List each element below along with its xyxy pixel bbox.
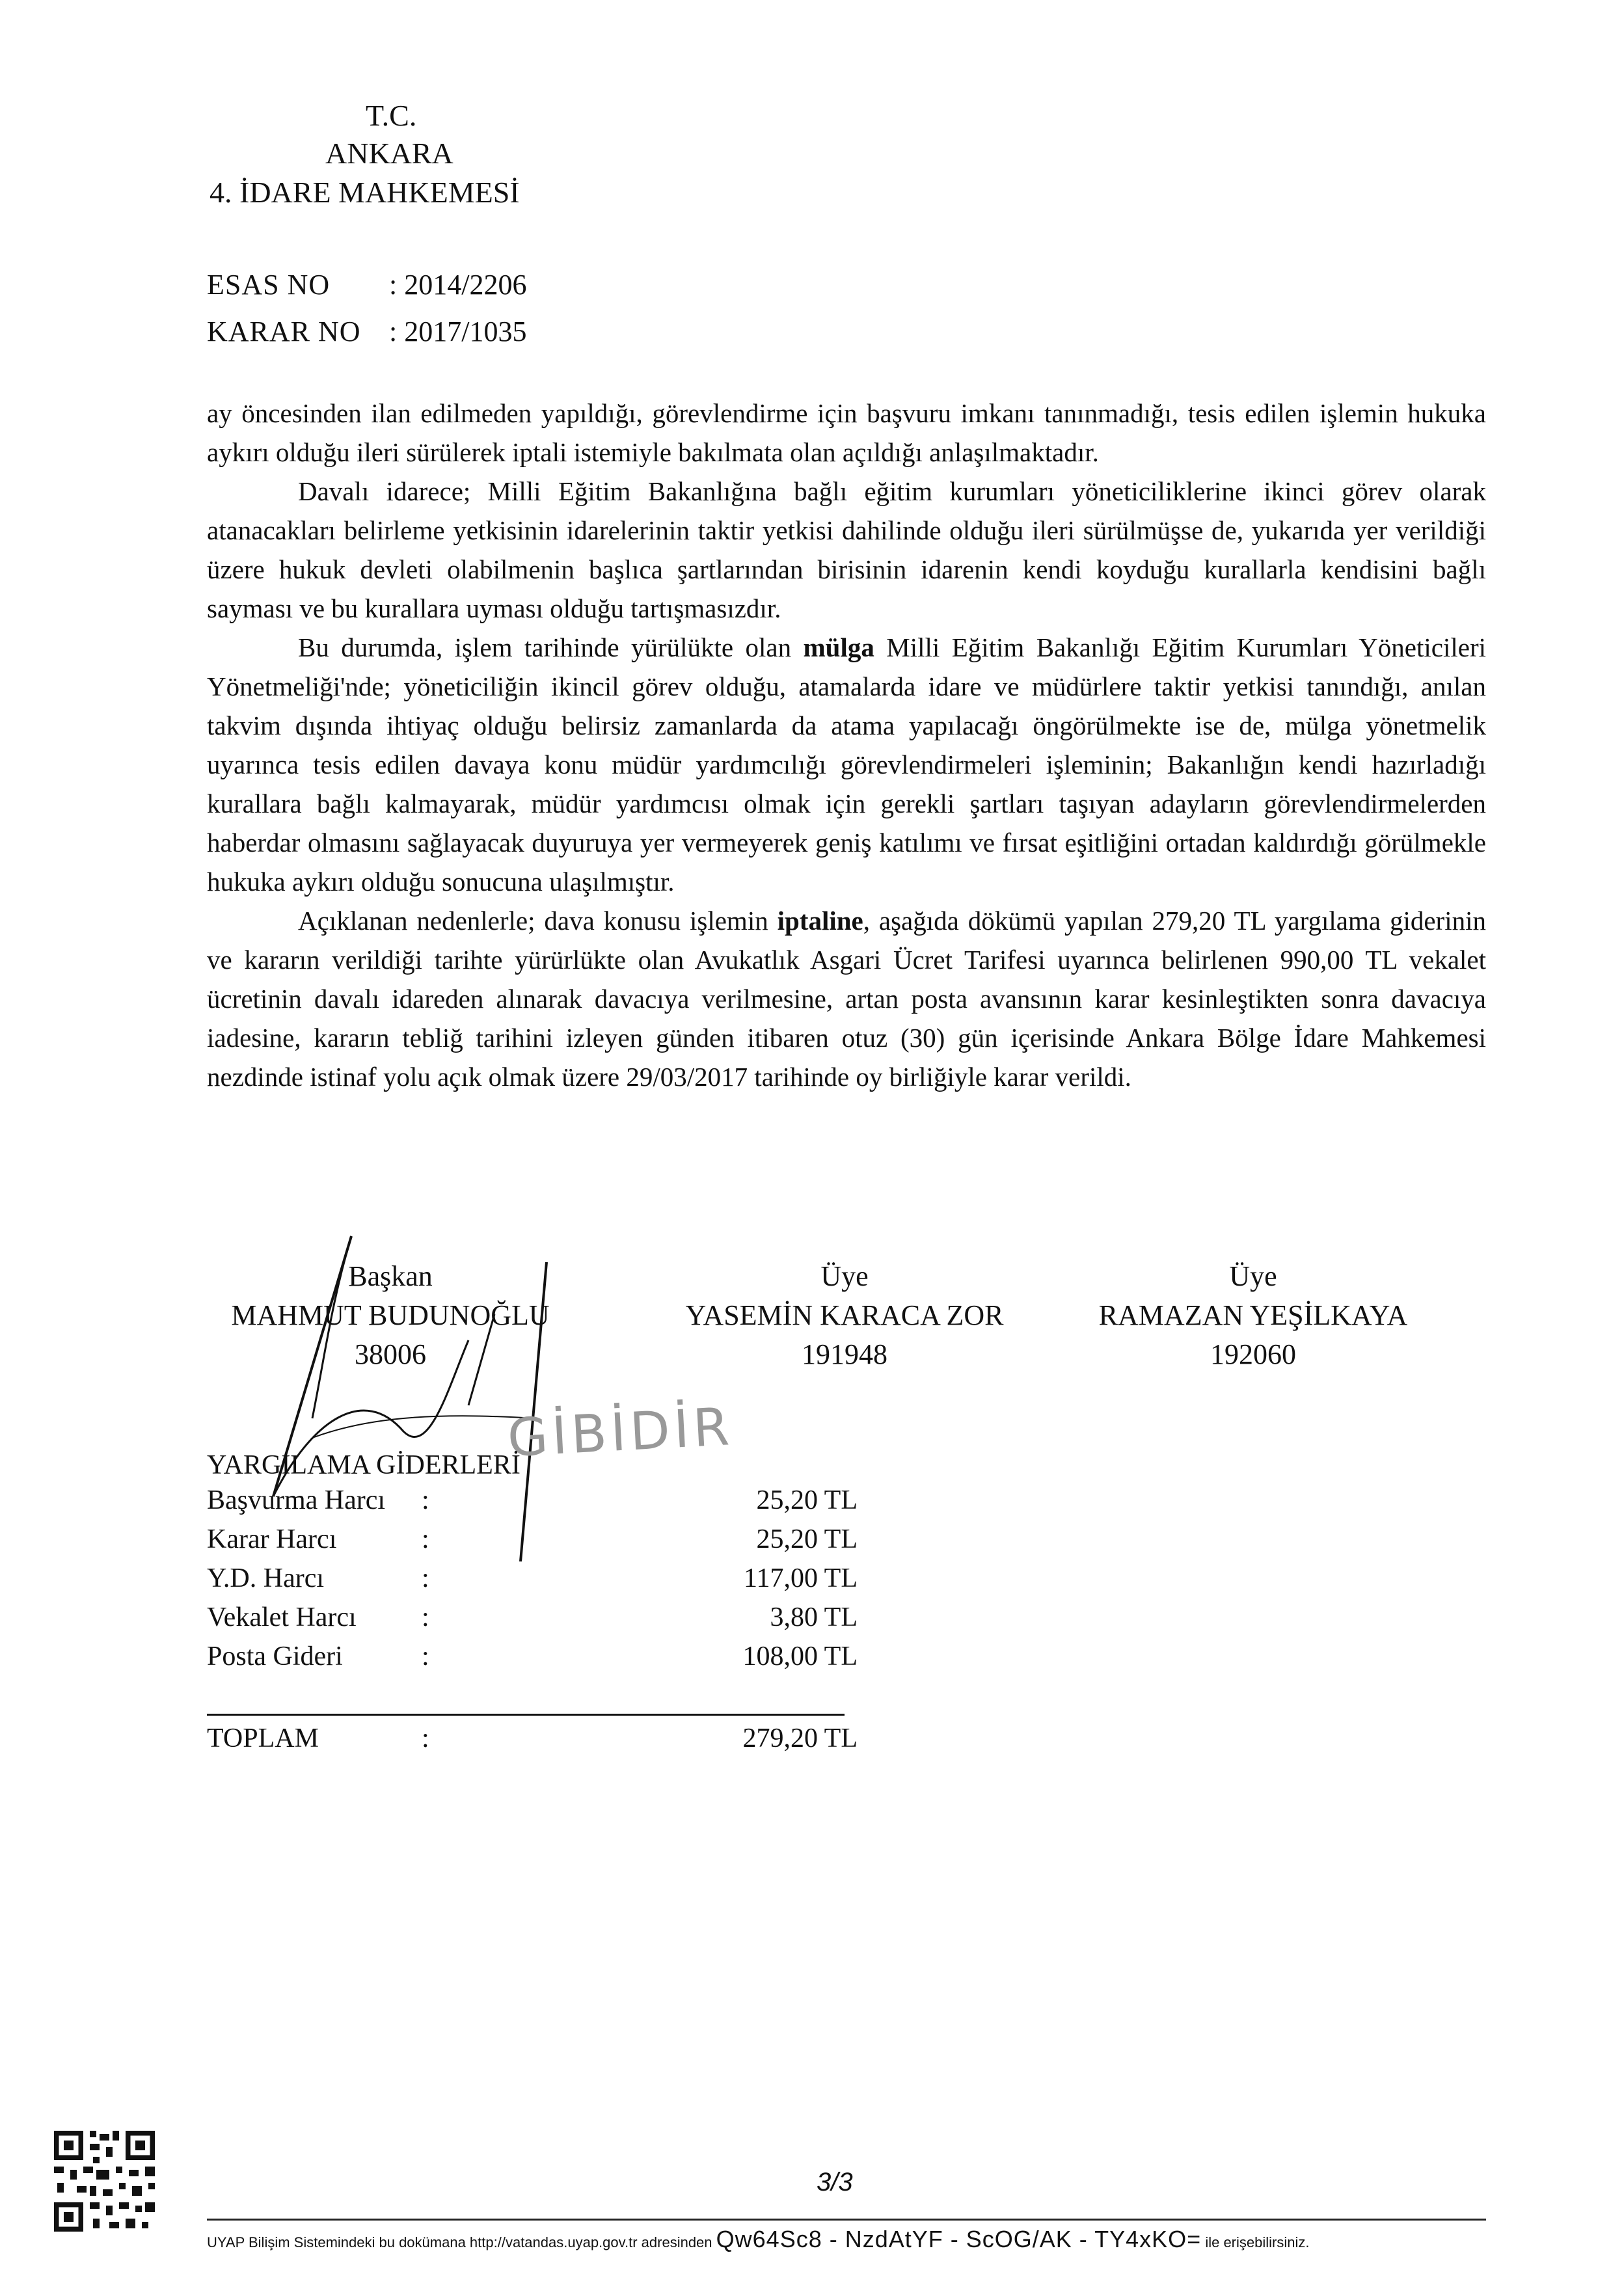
paragraph-2: Davalı idarece; Milli Eğitim Bakanlığına bağlı eğitim kurumları yöneticiliklerine ikinci görev olarak atanacakları belirleme yetkisinin idarelerinin taktir yetkisi dahilinde olduğu ileri sürülmüşse de, yukarıda yer verildiği üzere hukuk devleti olabilmenin başlıca şartlarından birisinin idarenin kendi koyduğu kurallarla kendisini bağlı sayması ve bu kurallara uyması olduğu tartışmasızdır. xyxy=(207,476,1486,623)
signature-name: RAMAZAN YEŞİLKAYA xyxy=(1098,1299,1408,1331)
expense-value: 25,20 TL xyxy=(756,1524,858,1554)
expense-row xyxy=(207,1563,858,1602)
footer-verification-code: Qw64Sc8 - NzdAtYF - ScOG/AK - TY4xKO= xyxy=(716,2226,1202,2252)
paragraph-3 xyxy=(207,628,1486,901)
header-court: 4. İDARE MAHKEMESİ xyxy=(210,176,520,209)
karar-no-label: KARAR NO xyxy=(207,316,361,347)
paragraph-4-part-b: , aşağıda dökümü yapılan 279,20 TL yargılama giderinin ve kararın verildiği tarihte yürürlükte olan Avukatlık Asgari Ücret Tarifesi uyarınca belirlenen 990,00 TL vekalet ücretinin davalı idareden alınarak davacıya verilmesine, artan posta avansının karar kesinleştikten sonra davacıya iadesine, kararın tebliğ tarihini izleyen günden itibaren otuz (30) gün içerisinde Ankara Bölge İdare Mahkemesi nezdinde istinaf yolu açık olmak üzere 29/03/2017 tarihinde oy birliğiyle karar verildi. xyxy=(207,906,1486,1092)
total-divider xyxy=(207,1714,845,1716)
expense-value: 108,00 TL xyxy=(742,1641,858,1671)
paragraph-3-part-b: Milli Eğitim Bakanlığı Eğitim Kurumları Yöneticileri Yönetmeliği'nde; yöneticiliğin ikincil görev olduğu, atamalarda idare ve müdürlere taktir yetkisi tanındığı, anılan takvim dışında ihtiyaç olduğu belirsiz zamanlarda da atama yapılacağı öngörülmekte ise de, mülga yönetmelik uyarınca tesis edilen davaya konu müdür yardımcılığı görevlendirmeleri işleminin; Bakanlığın kendi hazırladığı kurallara bağlı kalmayarak, müdür yardımcısı olmak için gerekli şartları taşıyan adayların görevlendirmelerden haberdar olmasını sağlayacak duyuruya yer vermeyerek geniş katılımı ve fırsat eşitliğini ortadan kaldırdığı görülmekle hukuka aykırı olduğu sonucuna ulaşılmıştır. xyxy=(207,632,1486,897)
signature-member-1 xyxy=(662,1257,1027,1374)
total-value: 279,20 TL xyxy=(742,1723,858,1753)
expense-colon: : xyxy=(422,1602,429,1632)
expense-name: Posta Gideri xyxy=(207,1641,343,1671)
expense-colon: : xyxy=(422,1563,429,1593)
expense-value: 25,20 TL xyxy=(756,1485,858,1515)
paragraph-4-part-a: Açıklanan nedenlerle; dava konusu işlemin xyxy=(298,906,778,936)
header-tc: T.C. xyxy=(366,99,417,132)
expense-colon: : xyxy=(422,1641,429,1671)
expense-colon: : xyxy=(422,1485,429,1515)
expenses-table xyxy=(207,1485,858,1680)
expenses-title: YARGILAMA GİDERLERİ xyxy=(207,1450,521,1480)
expense-name: Y.D. Harcı xyxy=(207,1563,325,1593)
esas-no-label: ESAS NO xyxy=(207,269,331,301)
footer-divider xyxy=(207,2219,1486,2221)
signature-name: MAHMUT BUDUNOĞLU xyxy=(231,1299,550,1331)
total-label: TOPLAM xyxy=(207,1723,319,1753)
expense-name: Karar Harcı xyxy=(207,1524,337,1554)
expense-colon: : xyxy=(422,1524,429,1554)
paragraph-3-bold: mülga xyxy=(803,632,874,662)
karar-no-value: : 2017/1035 xyxy=(389,316,527,347)
expense-value: 117,00 TL xyxy=(744,1563,858,1593)
karar-no-field xyxy=(207,312,526,351)
expense-row xyxy=(207,1641,858,1680)
expenses-total-row xyxy=(207,1723,858,1762)
decision-body xyxy=(207,394,1486,1096)
expense-row xyxy=(207,1485,858,1524)
signature-role: Başkan xyxy=(348,1260,433,1292)
expense-row xyxy=(207,1524,858,1563)
signature-id: 192060 xyxy=(1210,1338,1296,1370)
header-city: ANKARA xyxy=(325,137,453,170)
paragraph-1: ay öncesinden ilan edilmeden yapıldığı, görevlendirme için başvuru imkanı tanınmadığı, tesis edilen işlemin hukuka aykırı olduğu ileri sürülerek iptali istemiyle bakılmata olan açıldığı anlaşılmaktadır. xyxy=(207,398,1486,467)
paragraph-3-part-a: Bu durumda, işlem tarihinde yürülükte olan xyxy=(298,632,804,662)
expense-value: 3,80 TL xyxy=(770,1602,858,1632)
footer xyxy=(207,2225,1309,2257)
esas-no-field xyxy=(207,265,526,304)
stamp-text: GİBİDİR xyxy=(506,1396,735,1469)
qr-code-icon xyxy=(51,2128,158,2235)
expense-name: Başvurma Harcı xyxy=(207,1485,386,1515)
signature-id: 191948 xyxy=(802,1338,887,1370)
expense-row xyxy=(207,1602,858,1641)
paragraph-4 xyxy=(207,901,1486,1096)
footer-text: UYAP Bilişim Sistemindeki bu dokümana http://vatandas.uyap.gov.tr adresinden xyxy=(207,2234,712,2250)
signature-role: Üye xyxy=(1229,1260,1277,1292)
expense-name: Vekalet Harcı xyxy=(207,1602,357,1632)
paragraph-4-bold: iptaline xyxy=(777,906,863,936)
signature-name: YASEMİN KARACA ZOR xyxy=(685,1299,1004,1331)
esas-no-value: : 2014/2206 xyxy=(389,269,527,301)
total-row-inner xyxy=(207,1723,858,1762)
signature-member-2 xyxy=(1045,1257,1461,1374)
page-number: 3/3 xyxy=(817,2168,853,2196)
signature-id: 38006 xyxy=(355,1338,426,1370)
total-colon: : xyxy=(422,1723,429,1753)
footer-suffix: ile erişebilirsiniz. xyxy=(1205,2234,1310,2250)
signature-role: Üye xyxy=(820,1260,869,1292)
